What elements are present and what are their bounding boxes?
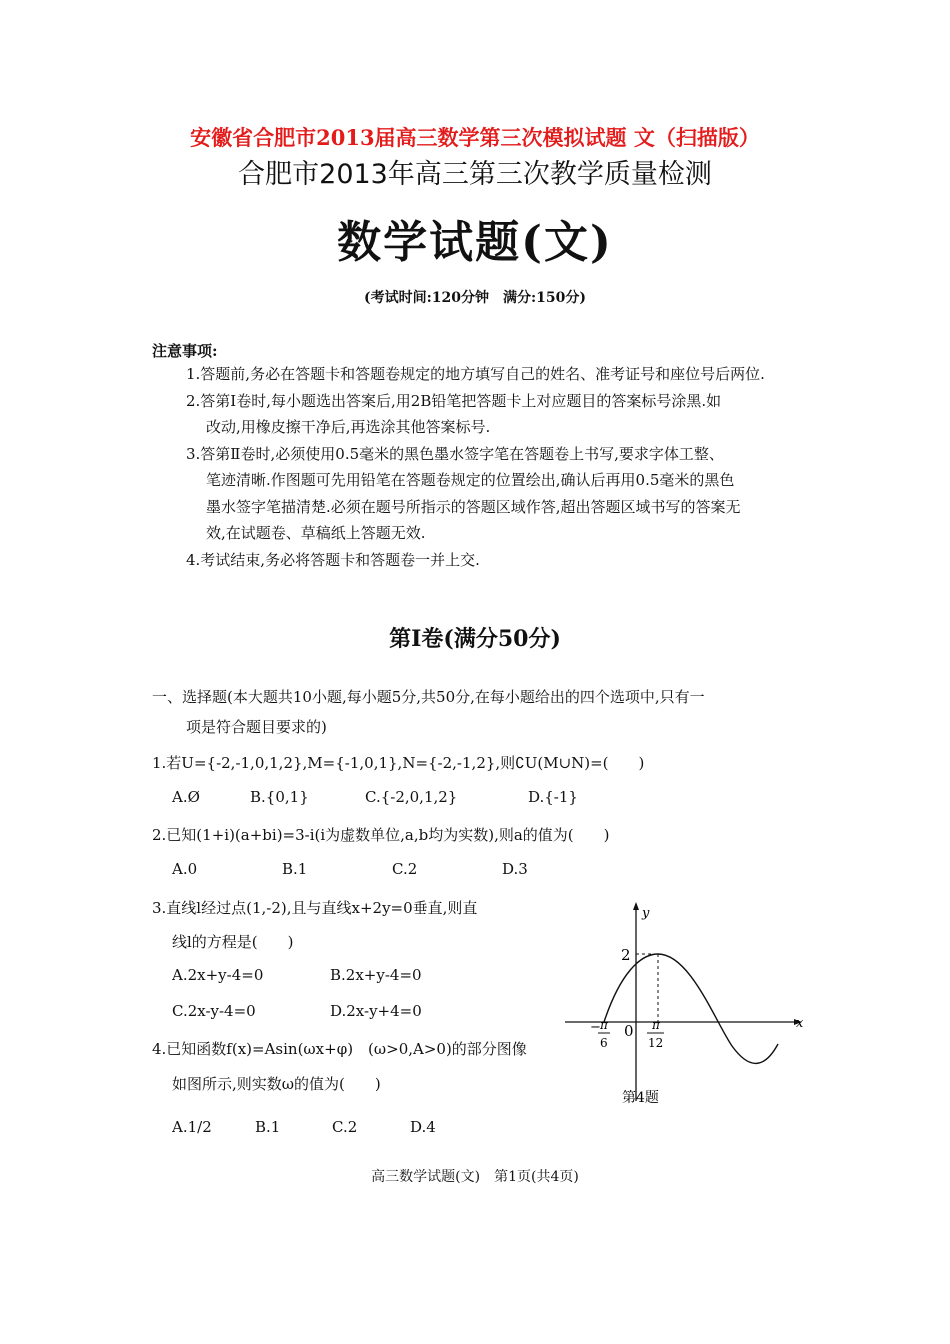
y-axis-label: y — [642, 906, 650, 921]
question-3-option-a: A.2x+y-4=0 — [172, 966, 264, 984]
question-3-option-c: C.2x-y-4=0 — [172, 1002, 256, 1020]
question-4-option-d: D.4 — [410, 1118, 436, 1136]
note-line: 笔迹清晰.作图题可先用铅笔在答题卷规定的位置绘出,确认后再用0.5毫米的黑色 — [206, 471, 735, 489]
question-2-option-b: B.1 — [282, 860, 308, 878]
section-title: 第Ⅰ卷(满分50分) — [389, 626, 561, 652]
note-line: 1.答题前,务必在答题卡和答题卷规定的地方填写自己的姓名、准考证号和座位号后两位. — [186, 365, 765, 383]
note-line: 2.答第Ⅰ卷时,每小题选出答案后,用2B铅笔把答题卡上对应题目的答案标号涂黑.如 — [186, 392, 722, 410]
sine-graph-figure — [560, 896, 820, 1116]
note-line: 3.答第Ⅱ卷时,必须使用0.5毫米的黑色墨水签字笔在答题卷上书写,要求字体工整、 — [186, 445, 724, 463]
x-axis-label: x — [796, 1016, 804, 1031]
question-2-stem: 2.已知(1+i)(a+bi)=3-i(i为虚数单位,a,b均为实数),则a的值为( ) — [152, 826, 610, 844]
question-3-option-b: B.2x+y-4=0 — [330, 966, 422, 984]
note-line: 效,在试题卷、草稿纸上答题无效. — [206, 524, 426, 542]
note-line: 墨水签字笔描清楚.必须在题号所指示的答题区域作答,超出答题区域书写的答案无 — [206, 498, 741, 516]
question-1-option-c: C.{-2,0,1,2} — [365, 788, 458, 806]
question-1-stem: 1.若U={-2,-1,0,1,2},M={-1,0,1},N={-2,-1,2},则∁U(M∪N)=( ) — [152, 754, 645, 772]
peak-value-label: 2 — [621, 946, 631, 964]
right-tick-denominator: 12 — [648, 1036, 664, 1050]
question-1-option-b: B.{0,1} — [250, 788, 309, 806]
y-axis-arrow — [633, 902, 639, 910]
page-title: 数学试题(文) — [337, 217, 613, 268]
question-3-stem: 3.直线l经过点(1,-2),且与直线x+2y=0垂直,则直 — [152, 899, 478, 917]
question-2-option-d: D.3 — [502, 860, 528, 878]
question-4-stem: 如图所示,则实数ω的值为( ) — [172, 1075, 381, 1093]
question-1-option-d: D.{-1} — [528, 788, 578, 806]
notes-heading: 注意事项: — [152, 342, 218, 360]
question-4-option-b: B.1 — [255, 1118, 281, 1136]
left-tick-denominator: 6 — [600, 1036, 608, 1050]
note-line: 改动,用橡皮擦干净后,再选涂其他答案标号. — [206, 418, 491, 436]
right-tick-numerator: π — [652, 1018, 660, 1032]
question-4-stem: 4.已知函数f(x)=Asin(ωx+φ) (ω>0,A>0)的部分图像 — [152, 1040, 527, 1058]
question-1-option-a: A.Ø — [172, 788, 200, 806]
question-4-option-a: A.1/2 — [172, 1118, 212, 1136]
question-2-option-a: A.0 — [172, 860, 198, 878]
question-4-option-c: C.2 — [332, 1118, 358, 1136]
note-line: 4.考试结束,务必将答题卡和答题卷一并上交. — [186, 551, 480, 569]
sine-curve — [604, 954, 778, 1063]
figure-caption: 第4题 — [622, 1090, 659, 1106]
question-3-stem: 线l的方程是( ) — [172, 933, 294, 951]
question-2-option-c: C.2 — [392, 860, 418, 878]
left-tick-numerator: π — [600, 1018, 608, 1032]
page-footer: 高三数学试题(文) 第1页(共4页) — [371, 1169, 579, 1185]
exam-info: (考试时间:120分钟 满分:150分) — [363, 290, 587, 306]
document-source-title: 安徽省合肥市2013届高三数学第三次模拟试题 文（扫描版） — [190, 125, 760, 150]
section-intro: 一、选择题(本大题共10小题,每小题5分,共50分,在每小题给出的四个选项中,只有一 — [152, 688, 705, 706]
exam-subtitle: 合肥市2013年高三第三次教学质量检测 — [238, 159, 712, 190]
origin-label: 0 — [624, 1022, 634, 1040]
question-3-option-d: D.2x-y+4=0 — [330, 1002, 422, 1020]
left-tick-sign: − — [590, 1020, 601, 1035]
section-intro: 项是符合题目要求的) — [186, 718, 327, 736]
